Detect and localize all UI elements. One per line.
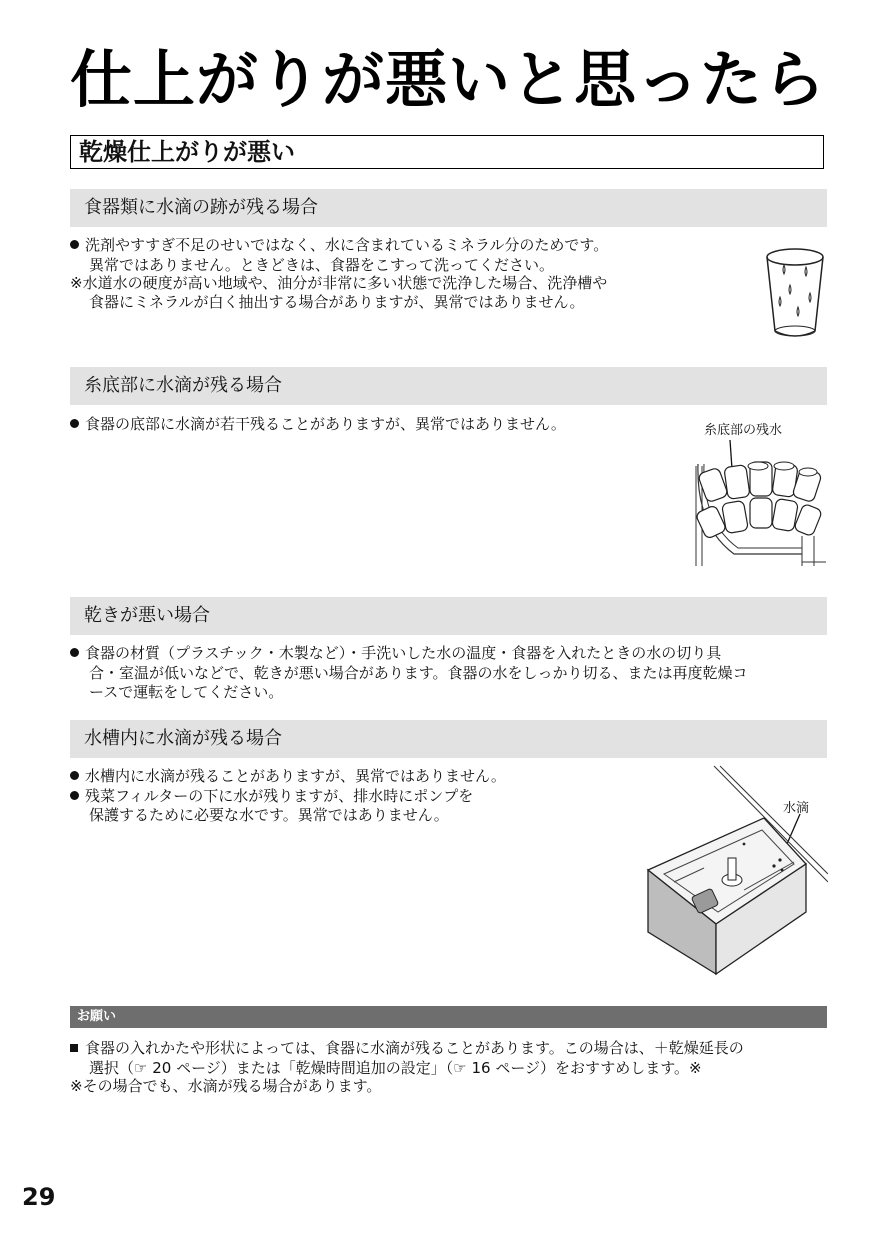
note-header: お願い bbox=[70, 1006, 827, 1028]
bullet-icon bbox=[70, 648, 79, 657]
dishwasher-tub-illustration bbox=[644, 762, 828, 980]
b1-line-2: 異常ではありません。ときどきは、食器をこすって洗ってください。 bbox=[89, 256, 555, 274]
page-number: 29 bbox=[22, 1183, 56, 1211]
note-line-2: 選択（☞ 20 ページ）または「乾燥時間追加の設定」（☞ 16 ページ）をおすすめします。※ bbox=[89, 1059, 702, 1077]
b1-line-4: 食器にミネラルが白く抽出する場合がありますが、異常ではありません。 bbox=[89, 293, 585, 311]
bullet-icon bbox=[70, 240, 79, 249]
b3-line-1: 食器の材質（プラスチック・木製など）・手洗いした水の温度・食器を入れたときの水の切り具 bbox=[70, 643, 721, 663]
b1-line-3: ※水道水の硬度が高い地域や、油分が非常に多い状態で洗浄した場合、洗浄槽や bbox=[70, 274, 608, 292]
b2-line-1: 食器の底部に水滴が若干残ることがありますが、異常ではありません。 bbox=[70, 414, 566, 434]
glass-with-spots-illustration bbox=[760, 245, 830, 341]
bullet-icon bbox=[70, 771, 79, 780]
b3-line-3: ースで運転をしてください。 bbox=[89, 683, 284, 701]
bullet-icon bbox=[70, 419, 79, 428]
subheading-tub-water: 水槽内に水滴が残る場合 bbox=[70, 720, 827, 758]
b4-line-1: 水槽内に水滴が残ることがありますが、異常ではありません。 bbox=[70, 766, 506, 786]
subheading-bottom-water: 糸底部に水滴が残る場合 bbox=[70, 367, 827, 405]
bullet-icon bbox=[70, 791, 79, 800]
subheading-water-spots: 食器類に水滴の跡が残る場合 bbox=[70, 189, 827, 227]
dish-rack-cups-illustration bbox=[694, 436, 828, 570]
b3-line-2: 合・室温が低いなどで、乾きが悪い場合があります。食器の水をしっかり切る、または再度乾燥コ bbox=[89, 664, 748, 682]
b1-line-1: 洗剤やすすぎ不足のせいではなく、水に含まれているミネラル分のためです。 bbox=[70, 235, 608, 255]
figure-label-water-drop: 水滴 bbox=[783, 801, 810, 816]
b4-line-2: 残菜フィルターの下に水が残りますが、排水時にポンプを bbox=[70, 786, 473, 806]
page-title: 仕上がりが悪いと思ったら bbox=[70, 43, 827, 116]
note-line-3: ※その場合でも、水滴が残る場合があります。 bbox=[70, 1077, 382, 1095]
section-title: 乾燥仕上がりが悪い bbox=[70, 135, 824, 169]
note-line-1: 食器の入れかたや形状によっては、食器に水滴が残ることがあります。この場合は、＋乾燥延長の bbox=[70, 1038, 744, 1058]
subheading-poor-drying: 乾きが悪い場合 bbox=[70, 597, 827, 635]
square-bullet-icon bbox=[70, 1044, 78, 1052]
figure-label-bottom-water: 糸底部の残水 bbox=[704, 423, 783, 438]
b4-line-3: 保護するために必要な水です。異常ではありません。 bbox=[89, 806, 449, 824]
